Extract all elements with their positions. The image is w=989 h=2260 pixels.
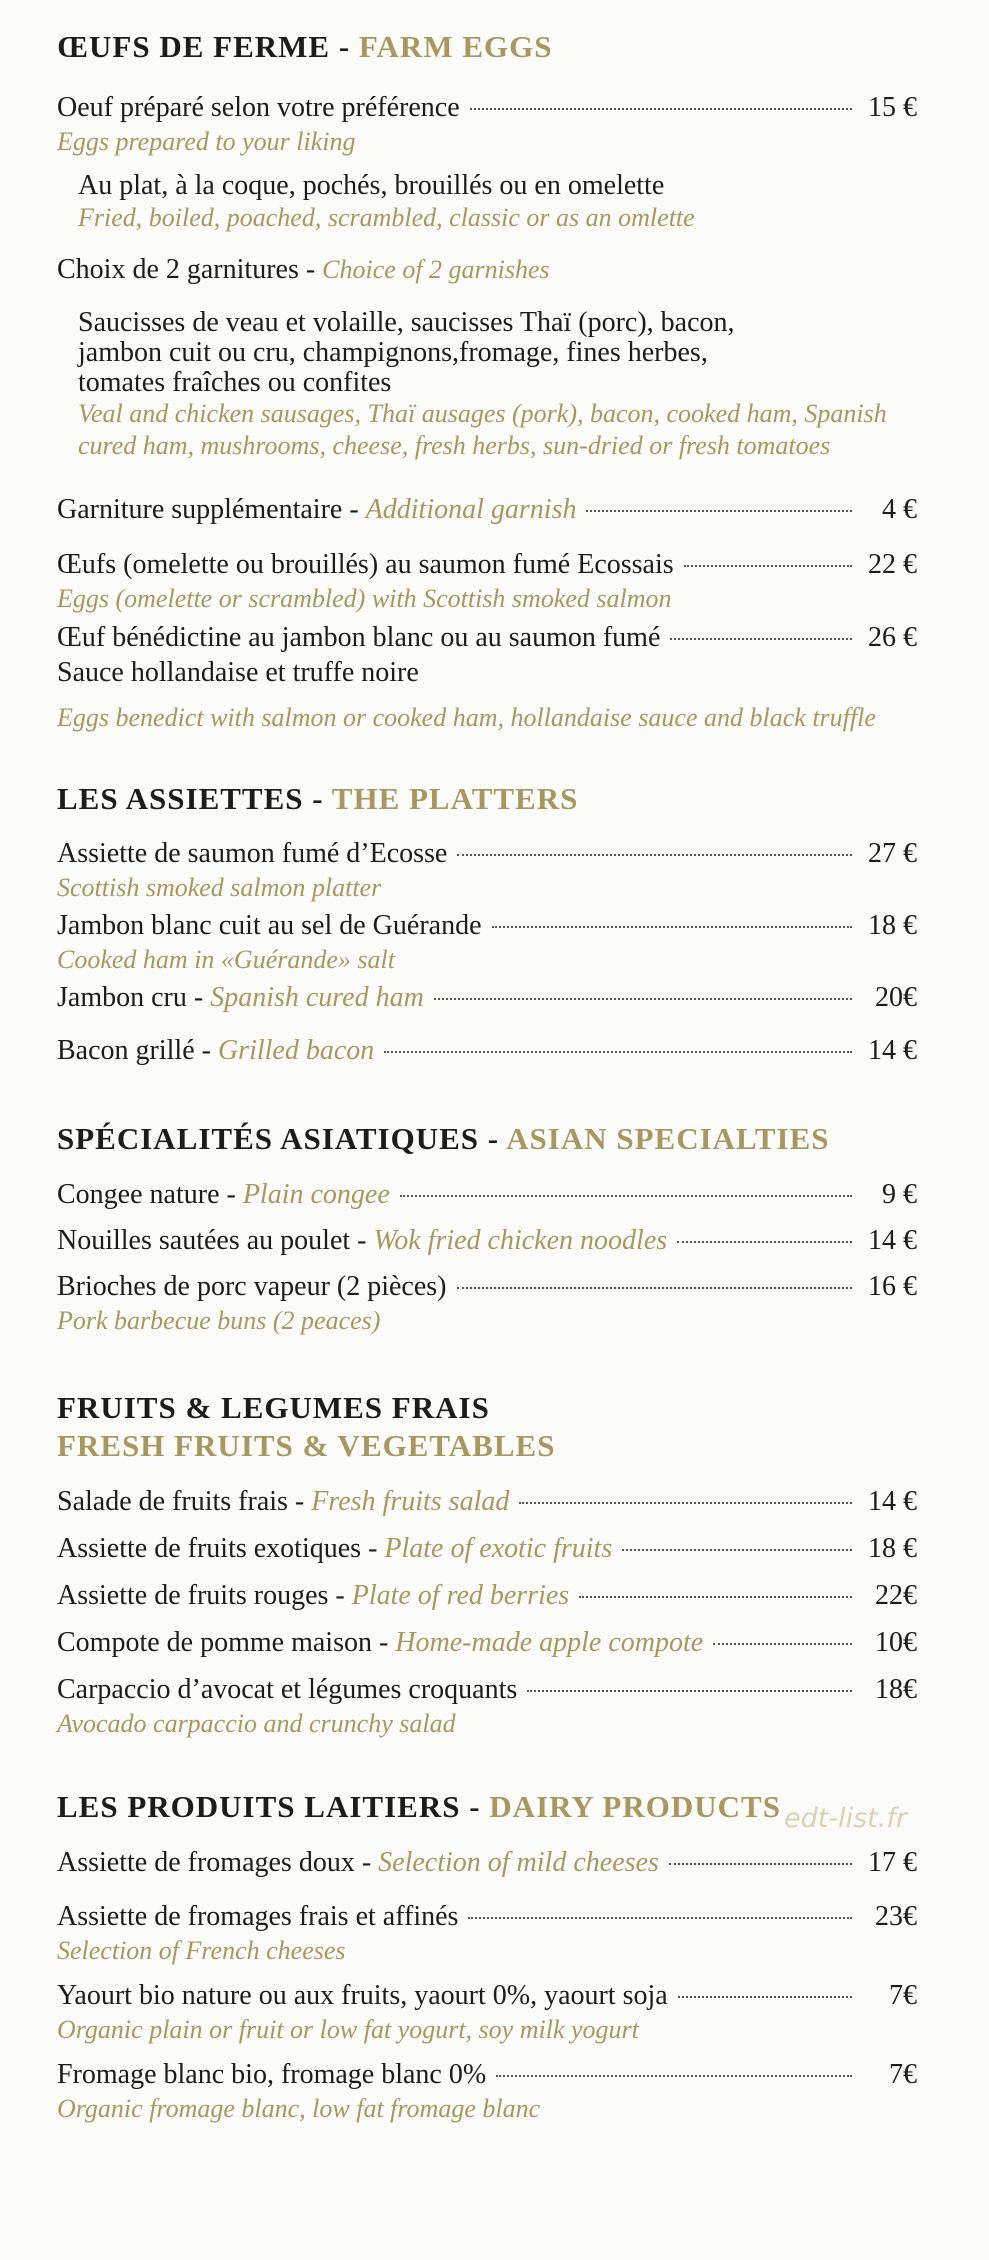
menu-item-bacon: Bacon grillé - Grilled bacon 14 € [57,1035,917,1066]
watermark: edt-list.fr [784,1803,907,1834]
menu-item-fruit-salad: Salade de fruits frais - Fresh fruits salad 14 € [57,1486,917,1517]
garnish-line: tomates fraîches ou confites [78,367,392,398]
menu-item-french-cheeses: Assiette de fromages frais et affinés 23€ Selection of French cheeses [57,1901,917,1965]
menu-item-congee: Congee nature - Plain congee 9 € [57,1179,917,1210]
item-translation: Eggs prepared to your liking [57,127,356,156]
section-title-dairy: LES PRODUITS LAITIERS - DAIRY PRODUCTS [57,1789,781,1824]
garnish-line: jambon cuit ou cru, champignons,fromage, fines herbes, [78,337,708,368]
menu-item-cured-ham: Jambon cru - Spanish cured ham 20€ [57,982,917,1013]
menu-item-eggs-salmon: Œufs (omelette ou brouillés) au saumon fumé Ecossais 22 € Eggs (omelette or scrambled) with Scottish smoked salmon [57,549,917,613]
menu-item-yogurt: Yaourt bio nature ou aux fruits, yaourt 0%, yaourt soja 7€ Organic plain or fruit or low fat yogurt, soy milk yogurt [57,1980,917,2044]
menu-item-avocado: Carpaccio d’avocat et légumes croquants 18€ Avocado carpaccio and crunchy salad [57,1674,917,1738]
menu-item-exotic-fruits: Assiette de fruits exotiques - Plate of exotic fruits 18 € [57,1533,917,1564]
section-fruits [57,1389,927,1465]
menu-item-apple-compote: Compote de pomme maison - Home-made apple compote 10€ [57,1627,917,1658]
egg-styles [57,170,948,234]
menu-item-pork-buns: Brioches de porc vapeur (2 pièces) 16 € Pork barbecue buns (2 peaces) [57,1271,917,1335]
menu-item-red-berries: Assiette de fruits rouges - Plate of red berries 22€ [57,1580,917,1611]
menu-item-fromage-blanc: Fromage blanc bio, fromage blanc 0% 7€ Organic fromage blanc, low fat fromage blanc [57,2059,917,2123]
menu-item-cooked-ham: Jambon blanc cuit au sel de Guérande 18 € Cooked ham in «Guérande» salt [57,910,917,974]
styles-en: Fried, boiled, poached, scrambled, classic or as an omlette [78,203,695,232]
menu-item-noodles: Nouilles sautées au poulet - Wok fried chicken noodles 14 € [57,1225,917,1256]
garnish-choice: Choix de 2 garnitures - Choice of 2 garnishes [57,254,550,285]
section-title-platters: LES ASSIETTES - THE PLATTERS [57,781,579,816]
styles-fr: Au plat, à la coque, pochés, brouillés ou en omelette [78,170,665,201]
item-name: Oeuf préparé selon votre préférence [57,92,460,123]
menu-item-eggs-liking [57,90,927,158]
menu-item-salmon-platter: Assiette de saumon fumé d’Ecosse 27 € Scottish smoked salmon platter [57,838,917,902]
section-title-asian: SPÉCIALITÉS ASIATIQUES - ASIAN SPECIALTIES [57,1121,830,1156]
menu-item-mild-cheeses: Assiette de fromages doux - Selection of mild cheeses 17 € [57,1847,917,1878]
item-price: 15 € [868,92,917,123]
menu-item-eggs-benedict: Œuf bénédictine au jambon blanc ou au saumon fumé 26 € Sauce hollandaise et truffe noire Eggs benedict with salmon or cooked ham, hollandaise sauce and black truffle [57,622,917,732]
menu-item-extra-garnish: Garniture supplémentaire - Additional garnish 4 € [57,494,917,525]
section-platters [57,780,927,818]
dot-leader [470,108,852,110]
garnish-en-line: cured ham, mushrooms, cheese, fresh herbs, sun-dried or fresh tomatoes [78,431,831,460]
section-title-fruits: FRUITS & LEGUMES FRAIS FRESH FRUITS & VEGETABLES [57,1390,556,1463]
section-asian [57,1120,927,1158]
garnish-line: Saucisses de veau et volaille, saucisses Thaï (porc), bacon, [78,307,735,338]
garnish-list [57,308,948,462]
section-eggs [57,28,927,66]
section-title-eggs: ŒUFS DE FERME - FARM EGGS [57,29,553,64]
garnish-en-line: Veal and chicken sausages, Thaï ausages (pork), bacon, cooked ham, Spanish [78,399,887,428]
